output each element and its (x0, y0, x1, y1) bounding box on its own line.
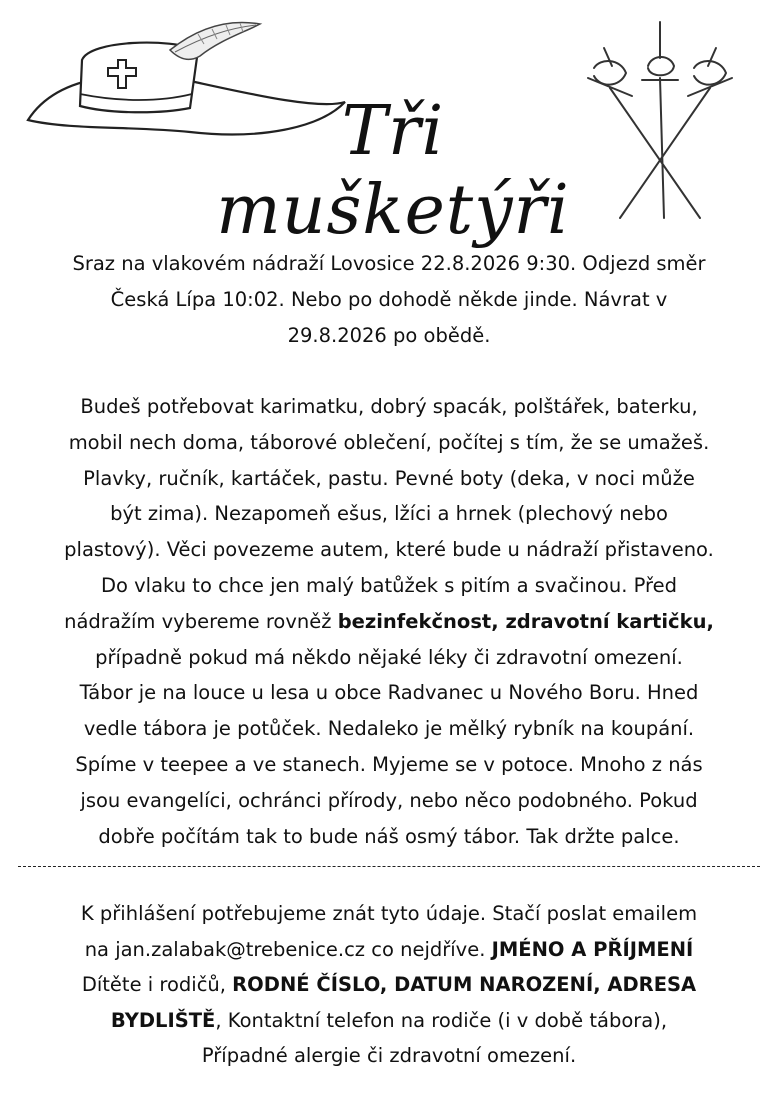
body-line: dobře počítám tak to bude náš osmý tábor. Tak držte palce. (98, 824, 680, 848)
body-line: plastový). Věci povezeme autem, které bude u nádraží přistaveno. (64, 538, 714, 562)
registration-text: Dítěte i rodičů, (81, 973, 233, 996)
body-line: jsou evangelíci, ochránci přírody, nebo něco podobného. Pokud (80, 788, 698, 812)
registration-info (12, 896, 766, 1074)
body-line: případně pokud má někdo nějaké léky či zdravotní omezení. (95, 645, 683, 669)
registration-line: K přihlášení potřebujeme znát tyto údaje. Stačí poslat emailem (80, 902, 698, 925)
body-line: Do vlaku to chce jen malý batůžek s pitím a svačinou. Před (101, 573, 677, 597)
meeting-info (12, 246, 766, 353)
registration-email-text: na jan.zalabak@trebenice.cz co nejdříve. (84, 937, 492, 961)
body-line: Budeš potřebovat karimatku, dobrý spacák, polštářek, baterku, (80, 395, 698, 418)
body-line: Plavky, ručník, kartáček, pastu. Pevné boty (deka, v noci může (83, 466, 695, 490)
registration-line (12, 932, 766, 968)
registration-line: Případné alergie či zdravotní omezení. (201, 1044, 577, 1067)
required-address: BYDLIŠTĚ (110, 1008, 216, 1032)
body-line: Spíme v teepee a ve stanech. Myjeme se v potoce. Mnoho z nás (75, 752, 703, 776)
body-line: Tábor je na louce u lesa u obce Radvanec u Nového Boru. Hned (79, 681, 699, 705)
required-personal-data: RODNÉ ČÍSLO, DATUM NAROZENÍ, ADRESA (232, 973, 697, 996)
body-line (12, 604, 766, 640)
body-text: nádražím vybereme rovněž (64, 609, 338, 633)
dashed-divider (18, 866, 760, 867)
registration-line (12, 1003, 766, 1039)
registration-line (12, 967, 766, 1003)
packing-info (12, 389, 766, 854)
crossed-swords-icon (580, 18, 740, 228)
body-line: mobil nech doma, táborové oblečení, počítej s tím, že se umažeš. (68, 430, 710, 454)
body-line: být zima). Nezapomeň ešus, lžíci a hrnek (plechový nebo (110, 502, 668, 526)
intro-line: Sraz na vlakovém nádraží Lovosice 22.8.2026 9:30. Odjezd směr (72, 252, 706, 275)
header (0, 0, 778, 250)
intro-line: 29.8.2026 po obědě. (287, 323, 491, 347)
registration-text: , Kontaktní telefon na rodiče (i v době tábora), (215, 1008, 668, 1032)
intro-line: Česká Lípa 10:02. Nebo po dohodě někde jinde. Návrat v (110, 287, 668, 311)
body-line: vedle tábora je potůček. Nedaleko je mělký rybník na koupání. (83, 717, 695, 741)
required-items: bezinfekčnost, zdravotní kartičku, (337, 609, 714, 633)
page-title: Tři mušketýři (216, 92, 570, 250)
required-name: JMÉNO A PŘÍJMENÍ (491, 937, 694, 961)
